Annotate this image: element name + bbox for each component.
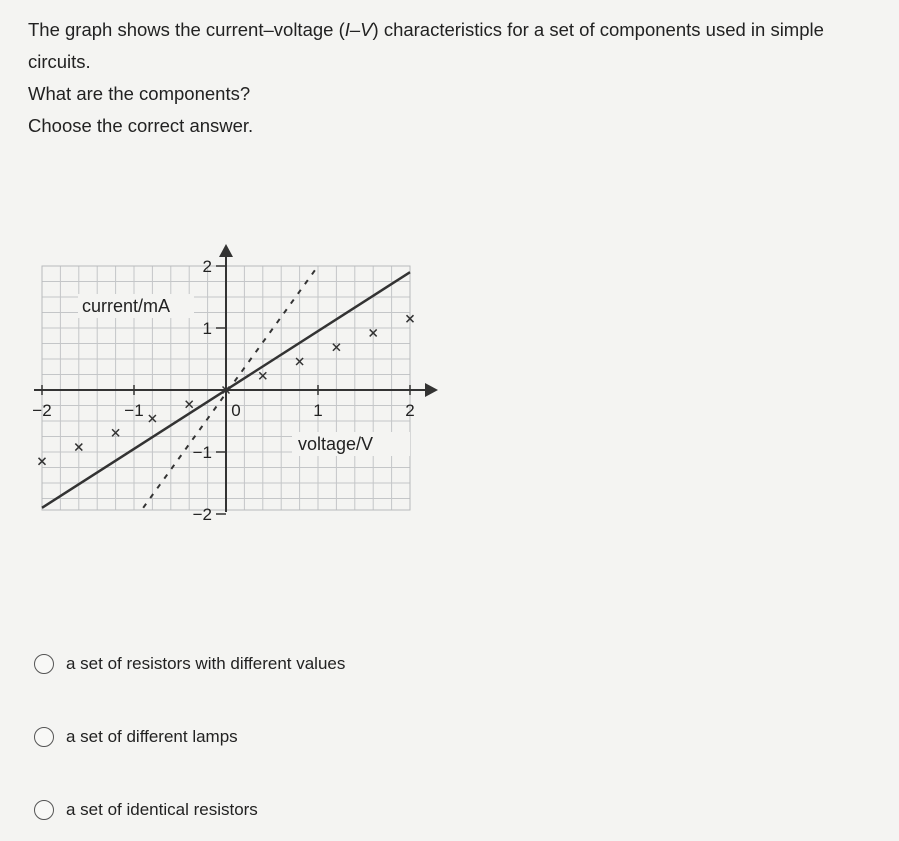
x-axis-arrow-icon bbox=[425, 383, 438, 397]
x-tick-label: 2 bbox=[405, 401, 415, 420]
y-tick-label: 1 bbox=[202, 319, 212, 338]
radio-button[interactable] bbox=[34, 800, 54, 820]
answer-option-2[interactable] bbox=[34, 723, 345, 751]
x-tick-label: −1 bbox=[124, 401, 144, 420]
iv-chart-svg bbox=[22, 238, 452, 528]
answer-label: a set of resistors with different values bbox=[66, 654, 346, 673]
y-tick-label: −1 bbox=[192, 443, 212, 462]
answer-options bbox=[34, 650, 345, 824]
question-line-1: The graph shows the current–voltage (I–V) characteristics for a set of components used in simple circuits. bbox=[28, 19, 824, 72]
x-tick-label: −2 bbox=[32, 401, 52, 420]
question-line-2: What are the components? bbox=[28, 83, 251, 104]
answer-label: a set of identical resistors bbox=[66, 800, 258, 819]
y-tick-label: −2 bbox=[192, 505, 212, 524]
y-axis-label: current/mA bbox=[82, 296, 171, 316]
y-tick-label: 2 bbox=[202, 257, 212, 276]
radio-button[interactable] bbox=[34, 654, 54, 674]
x-tick-label: 1 bbox=[313, 401, 323, 420]
x-axis-label: voltage/V bbox=[298, 434, 374, 454]
question-text bbox=[28, 14, 888, 142]
answer-option-1[interactable] bbox=[34, 650, 345, 678]
x-tick-label: 0 bbox=[231, 401, 241, 420]
iv-graph bbox=[22, 238, 452, 528]
y-axis-arrow-icon bbox=[219, 244, 233, 257]
answer-label: a set of different lamps bbox=[66, 727, 238, 746]
answer-option-3[interactable] bbox=[34, 796, 345, 824]
radio-button[interactable] bbox=[34, 727, 54, 747]
question-instruction: Choose the correct answer. bbox=[28, 115, 254, 136]
